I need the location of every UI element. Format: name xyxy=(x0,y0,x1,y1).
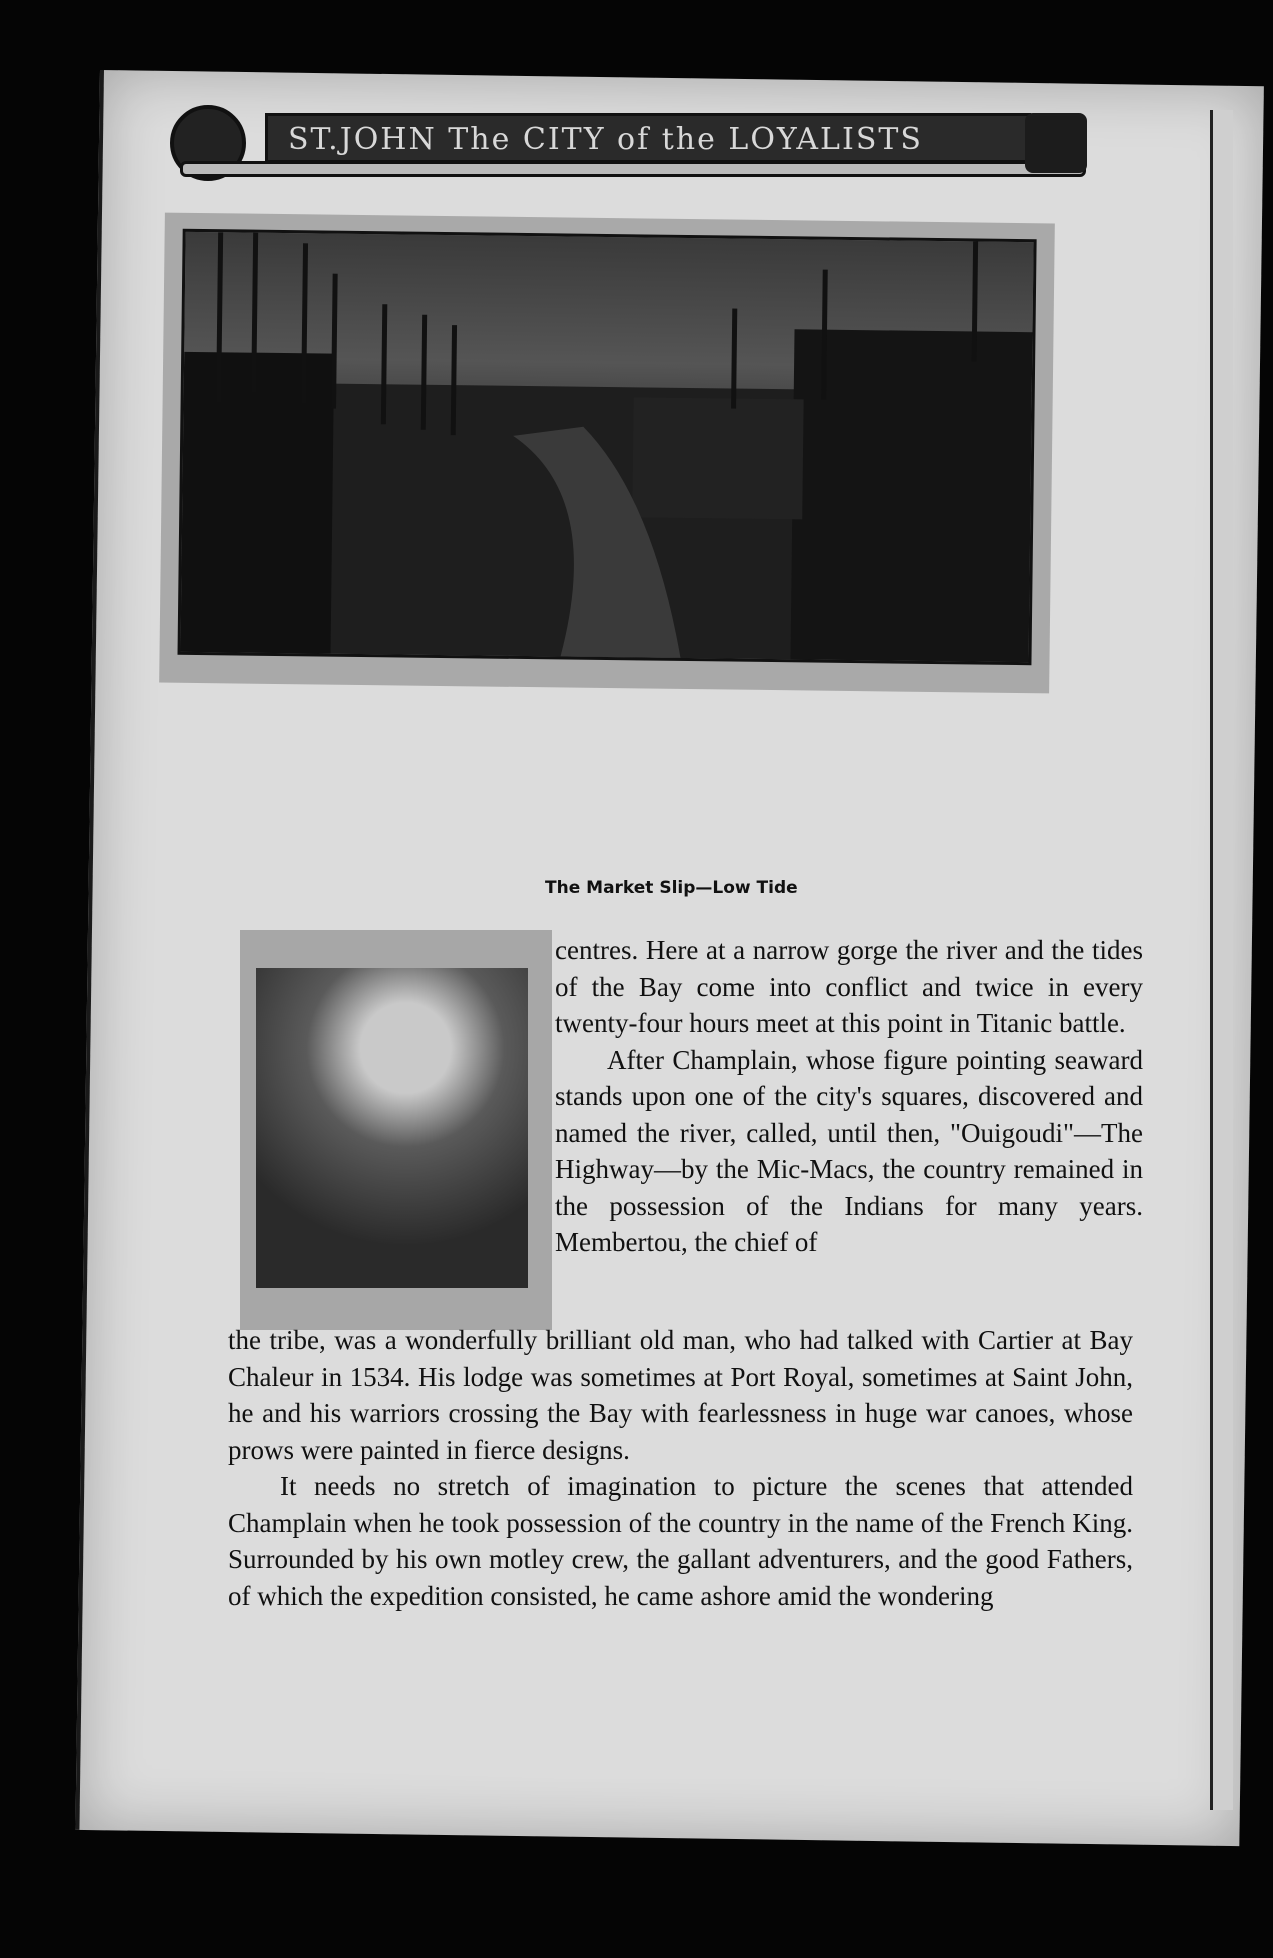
banner-scroll xyxy=(180,161,1086,177)
champlain-sketch-image xyxy=(256,968,528,1288)
paragraph-centres: centres. Here at a narrow gorge the river and the tides of the Bay come into conflict and twice in every twenty-four hours meet at this point in Titanic battle. xyxy=(555,935,1143,1038)
title-band xyxy=(265,113,1031,163)
ornament-icon xyxy=(1025,113,1087,173)
wide-column-text xyxy=(228,1322,1133,1614)
champlain-illustration-frame xyxy=(240,930,552,1330)
facing-page-edge xyxy=(1210,110,1233,1810)
narrow-column-text xyxy=(555,932,1143,1261)
market-slip-photo xyxy=(178,229,1037,665)
photo-frame xyxy=(159,213,1055,694)
harbor-scene-illustration xyxy=(181,232,1034,662)
header-banner xyxy=(170,105,1100,185)
paragraph-champlain: After Champlain, whose figure pointing seaward stands upon one of the city's squares, discovered and named the river, called, until then, "Ouigoudi"—The Highway—by the Mic-Macs, the country remained in the possession of the Indians for many years. Membertou, the chief of xyxy=(555,1044,1143,1257)
paragraph-membertou: the tribe, was a wonderfully brilliant old man, who had talked with Cartier at Bay Chaleur in 1534. His lodge was sometimes at Port Royal, sometimes at Saint John, he and his warriors crossing the Bay with fearlessness in huge war canoes, whose prows were painted in fierce designs. xyxy=(228,1325,1133,1465)
paragraph-imagination: It needs no stretch of imagination to picture the scenes that attended Champlain when he took possession of the country in the name of the French King. Surrounded by his own motley crew, the gallant adventurers, and the good Fathers, of which the expedition consisted, he came ashore amid the wondering xyxy=(228,1471,1133,1611)
page-header-title: ST.JOHN The CITY of the LOYALISTS xyxy=(288,122,923,157)
figure-caption: The Market Slip—Low Tide xyxy=(545,878,798,898)
